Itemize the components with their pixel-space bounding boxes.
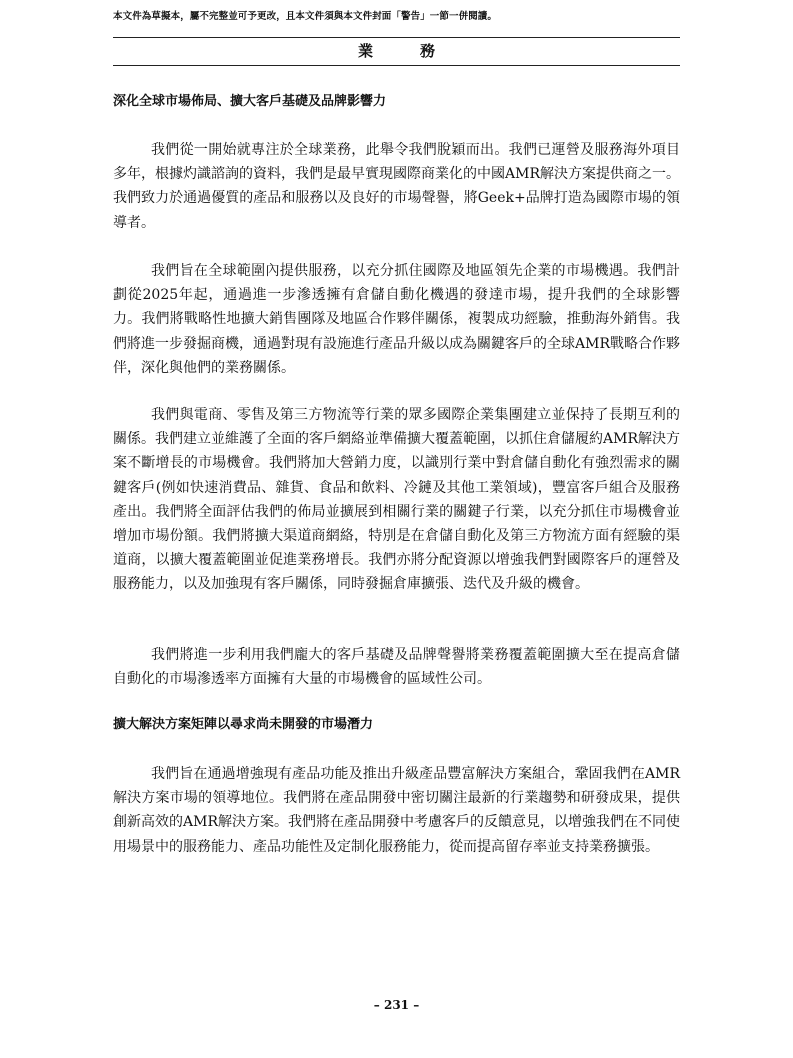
header-rule-bottom [113,65,680,66]
paragraph-customer-network: 我們與電商、零售及第三方物流等行業的眾多國際企業集團建立並保持了長期互利的關係。我們建立並維護了全面的客戶網絡並準備擴大覆蓋範圍，以抓住倉儲履約AMR解決方案不斷增長的市場機會。我們將加大營銷力度，以識別行業中對倉儲自動化有強烈需求的關鍵客戶(例如快速消費品、雜貨、食品和飲料、冷鏈及其他工業領域)，豐富客戶組合及服務產出。我們將全面評估我們的佈局並擴展到相關行業的關鍵子行業，以充分抓住市場機會並增加市場份額。我們將擴大渠道商網絡，特別是在倉儲自動化及第三方物流方面有經驗的渠道商，以擴大覆蓋範圍並促進業務增長。我們亦將分配資源以增強我們對國際客戶的運營及服務能力，以及加強現有客戶關係，同時發掘倉庫擴張、迭代及升級的機會。 [113,407,680,593]
page-number: – 231 – [373,998,420,1012]
header-rule-top [113,37,680,38]
paragraph-regional-companies: 我們將進一步利用我們龐大的客戶基礎及品牌聲譽將業務覆蓋範圍擴大至在提高倉儲自動化的市場滲透率方面擁有大量的市場機會的區域性公司。 [113,647,680,688]
paragraph-global-expansion: 我們旨在全球範圍內提供服務，以充分抓住國際及地區領先企業的市場機遇。我們計劃從2025年起，通過進一步滲透擁有倉儲自動化機遇的發達市場，提升我們的全球影響力。我們將戰略性地擴大銷售團隊及地區合作夥伴關係，複製成功經驗，推動海外銷售。我們將進一步發掘商機，通過對現有設施進行產品升級以成為關鍵客戶的全球AMR戰略合作夥伴，深化與他們的業務關係。 [113,263,680,376]
paragraph-solution-portfolio: 我們旨在通過增強現有產品功能及推出升級產品豐富解決方案組合，鞏固我們在AMR解決方案市場的領導地位。我們將在產品開發中密切關注最新的行業趨勢和研發成果，提供創新高效的AMR解決方案。我們將在產品開發中考慮客戶的反饋意見，以增強我們在不同使用場景中的服務能力、產品功能性及定制化服務能力，從而提高留存率並支持業務擴張。 [113,766,680,855]
draft-notice: 本文件為草擬本，屬不完整並可予更改，且本文件須與本文件封面「警告」一節一併閱讀。 [113,11,498,22]
section-heading-global-market: 深化全球市場佈局、擴大客戶基礎及品牌影響力 [113,94,387,109]
section-heading-solution-matrix: 擴大解決方案矩陣以尋求尚未開發的市場潛力 [113,717,374,732]
section-header-title: 業 務 [357,42,451,60]
paragraph-global-focus: 我們從一開始就專注於全球業務，此舉令我們脫穎而出。我們已運營及服務海外項目多年，根據灼識諮詢的資料，我們是最早實現國際商業化的中國AMR解決方案提供商之一。我們致力於通過優質的產品和服務以及良好的市場聲譽，將Geek+品牌打造為國際市場的領導者。 [113,142,680,231]
